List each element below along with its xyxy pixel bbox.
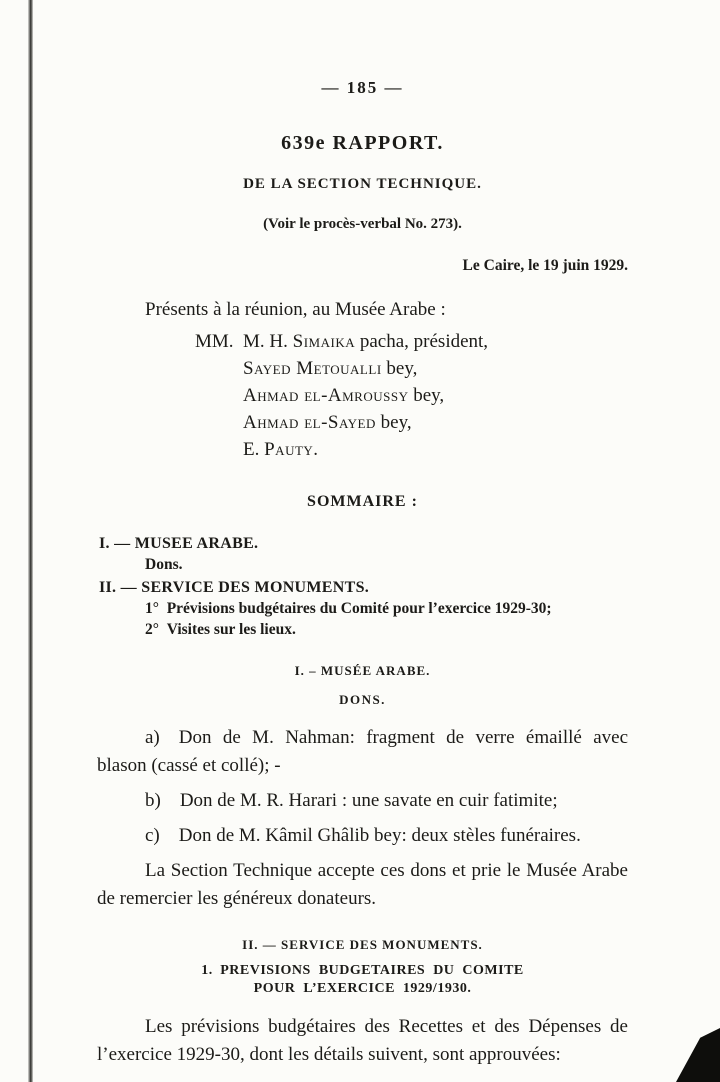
section2-heading: II. — SERVICE DES MONUMENTS. bbox=[242, 937, 483, 952]
page-content bbox=[97, 0, 628, 1069]
sommaire-subitem-visites: 2° Visites sur les lieux. bbox=[145, 621, 296, 638]
dateline: Le Caire, le 19 juin 1929. bbox=[462, 257, 628, 274]
scan-artifact-corner bbox=[676, 1028, 720, 1082]
sommaire-heading: SOMMAIRE : bbox=[307, 493, 418, 510]
report-subtitle: DE LA SECTION TECHNIQUE. bbox=[243, 176, 482, 192]
attendee-name: Ahmad el-Sayed bbox=[243, 412, 376, 433]
attendee-line bbox=[243, 355, 628, 382]
reference-note: (Voir le procès-verbal No. 273). bbox=[263, 216, 462, 232]
report-title: 639e RAPPORT. bbox=[281, 132, 444, 154]
attendee-name: Sayed Metoualli bbox=[243, 358, 382, 379]
sommaire-item-musee-arabe: I. — MUSEE ARABE. bbox=[99, 535, 259, 552]
attendee-line bbox=[195, 328, 628, 355]
attendee-name: Simaika bbox=[292, 331, 356, 352]
section2-subheading-line1: 1. PREVISIONS BUDGETAIRES DU COMITE bbox=[201, 963, 524, 978]
attendee-line bbox=[243, 382, 628, 409]
paragraph-don-a: a) Don de M. Nahman: fragment de verre émaillé avec blason (cassé et collé); - bbox=[97, 727, 628, 776]
section2-subheading-line2: POUR L’EXERCICE 1929/1930. bbox=[253, 981, 472, 996]
attendee-name: Ahmad el-Amroussy bbox=[243, 385, 409, 406]
sommaire-subitem-previsions: 1° Prévisions budgétaires du Comité pour l’exercice 1929-30; bbox=[145, 600, 552, 617]
attendee-post: bey, bbox=[381, 358, 418, 379]
attendee-post: pacha, président, bbox=[355, 331, 489, 352]
scan-artifact-left-edge bbox=[28, 0, 33, 1082]
section1-subheading-dons: DONS. bbox=[339, 692, 386, 707]
paragraph-budget: Les prévisions budgétaires des Recettes et des Dépenses de l’exercice 1929-30, dont les détails suivent, sont approuvées: bbox=[97, 1016, 628, 1065]
attendee-pre: E. bbox=[243, 439, 265, 460]
attendee-line bbox=[243, 436, 628, 463]
attendee-post: bey, bbox=[375, 412, 412, 433]
attendee-line bbox=[243, 409, 628, 436]
paragraph-don-b: b) Don de M. R. Harari : une savate en cuir fatimite; bbox=[145, 790, 558, 811]
paragraph-don-c: c) Don de M. Kâmil Ghâlib bey: deux stèles funéraires. bbox=[145, 825, 581, 846]
attendee-list bbox=[97, 328, 628, 463]
attendee-name: Pauty bbox=[264, 439, 314, 460]
sommaire-subitem-dons: Dons. bbox=[145, 556, 183, 573]
attendee-post: bey, bbox=[408, 385, 445, 406]
attendee-post: . bbox=[313, 439, 319, 460]
attendee-pre: MM. M. H. bbox=[195, 331, 293, 352]
section1-heading: I. – MUSÉE ARABE. bbox=[294, 663, 431, 678]
presents-intro: Présents à la réunion, au Musée Arabe : bbox=[145, 299, 446, 320]
sommaire-item-service-monuments: II. — SERVICE DES MONUMENTS. bbox=[99, 579, 370, 596]
paragraph-acceptance: La Section Technique accepte ces dons et prie le Musée Arabe de remercier les généreux donateurs. bbox=[97, 860, 628, 909]
page-number: — 185 — bbox=[321, 78, 404, 97]
